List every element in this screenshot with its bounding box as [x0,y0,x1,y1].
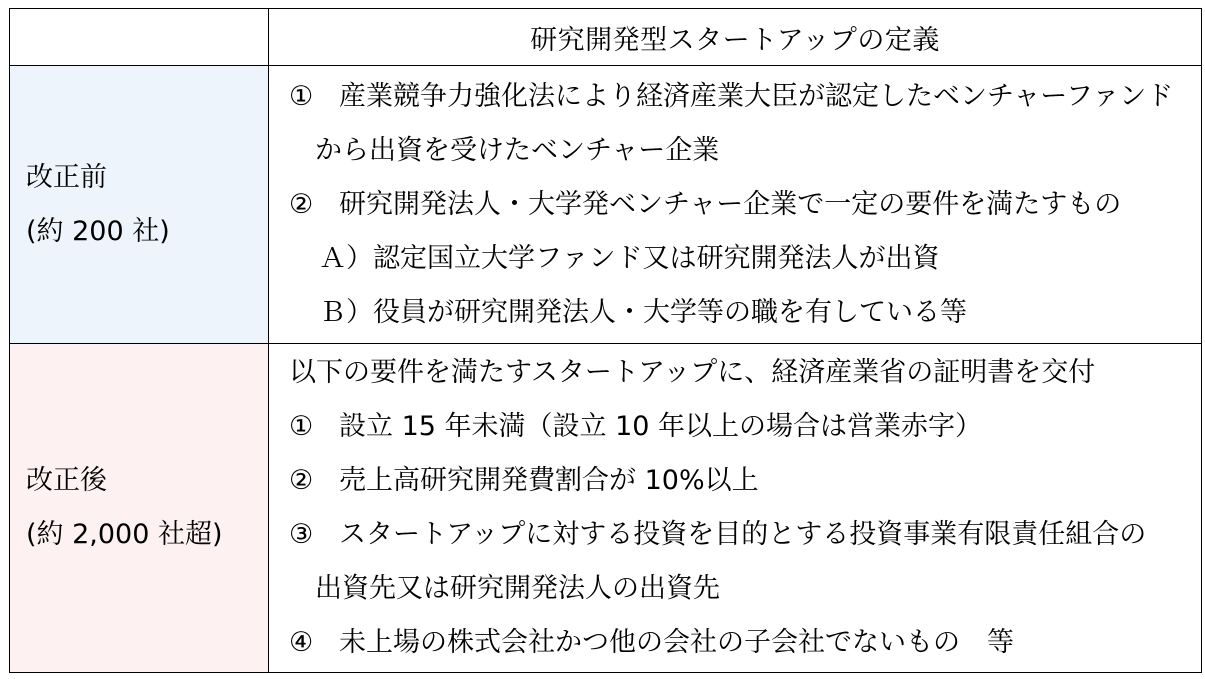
item-number: ④ [289,627,314,658]
after-body-cell [269,344,1202,673]
item-text: 研究開発法人・大学発ベンチャー企業で一定の要件を満たすもの [339,188,1122,220]
item-number: ① [289,411,314,442]
after-count: (約 2,000 社超) [26,519,223,550]
item-text: 売上高研究開発費割合が 10%以上 [339,465,759,496]
after-item-4 [289,616,1195,670]
before-label: 改正前 [26,161,107,193]
item-number: ② [289,188,314,220]
before-label-cell [10,66,269,344]
header-row [10,9,1202,66]
item-number: ② [289,465,314,496]
item-text: 産業競争力強化法により経済産業大臣が認定したベンチャーファンド [339,80,1174,112]
before-item-1-continuation: から出資を受けたベンチャー企業 [315,134,720,166]
item-text: 設立 15 年未満（設立 10 年以上の場合は営業赤字） [339,411,983,442]
after-item-3-continuation: 出資先又は研究開発法人の出資先 [315,573,720,604]
header-title: 研究開発型スタートアップの定義 [269,9,1202,66]
before-count: (約 200 社) [26,215,170,247]
before-item-2 [289,178,1195,232]
before-subitem-b: Ｂ）役員が研究開発法人・大学等の職を有している等 [319,296,967,328]
after-item-3 [289,508,1195,562]
after-label-cell [10,344,269,673]
before-revision-row [10,66,1202,344]
before-subitem-a: Ａ）認定国立大学ファンド又は研究開発法人が出資 [319,242,940,274]
item-text: 未上場の株式会社かつ他の会社の子会社でないもの 等 [339,627,1014,658]
before-body-cell [269,66,1202,344]
item-number: ① [289,80,314,112]
after-revision-row [10,344,1202,673]
definition-table [9,8,1202,673]
header-corner-cell [10,9,269,66]
after-label: 改正後 [26,465,107,496]
item-number: ③ [289,519,314,550]
item-text: スタートアップに対する投資を目的とする投資事業有限責任組合の [339,519,1147,550]
after-item-1 [289,400,1195,454]
after-intro: 以下の要件を満たすスタートアップに、経済産業省の証明書を交付 [289,357,1096,388]
before-item-1 [289,70,1195,124]
after-item-2 [289,454,1195,508]
